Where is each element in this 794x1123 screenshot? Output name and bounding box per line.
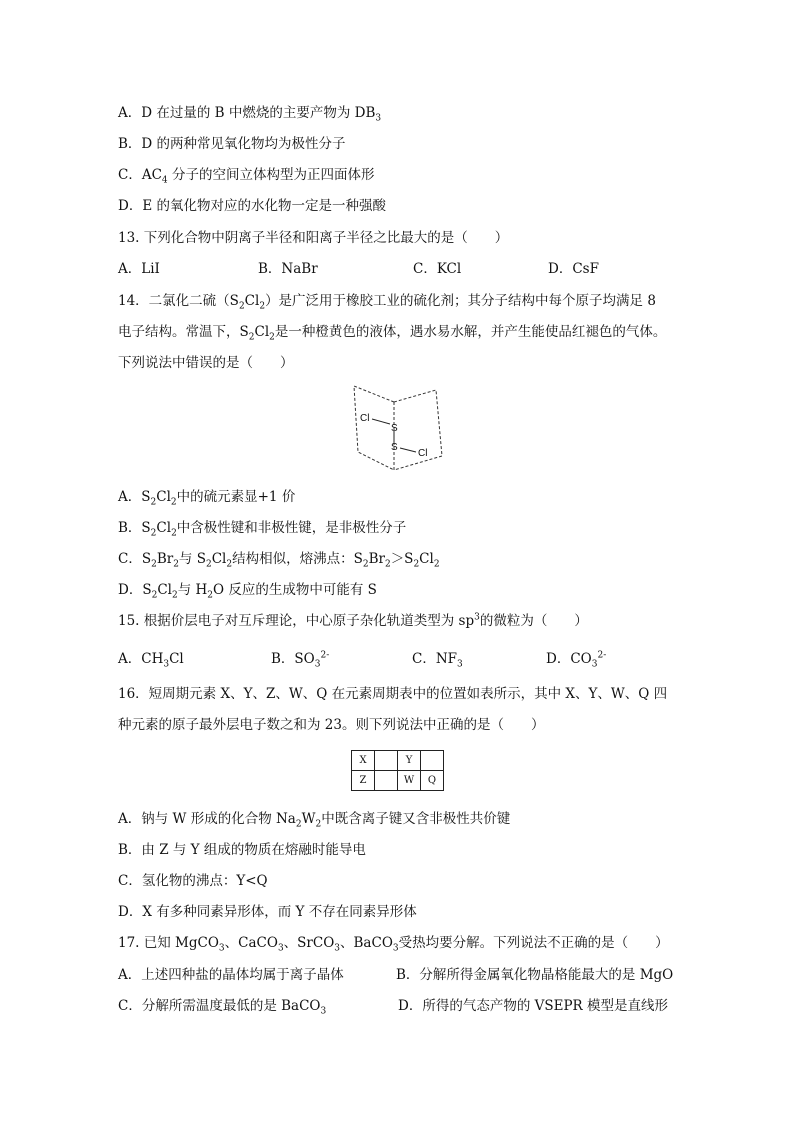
q13-option-b: B．NaBr <box>258 261 318 277</box>
q12-option-b: B．D 的两种常见氧化物均为极性分子 <box>118 136 346 152</box>
s-cl-bond-2 <box>400 448 416 452</box>
q17-options-row-2 <box>118 997 688 1015</box>
q15-option-d: D．$CO_3^{2-}$ <box>546 650 607 670</box>
q14-stem-line-2: 电子结构。常温下，$S_2Cl_2$是一种橙黄色的液体，遇水易水解，并产生能使品红褪色的气体。 <box>118 324 667 343</box>
q16-option-d: D．X 有多种同素异形体，而 Y 不存在同素异形体 <box>118 904 417 920</box>
q13-option-d: D．CsF <box>548 261 599 277</box>
q16-stem-line-1: 16．短周期元素 X、Y、Z、W、Q 在元素周期表中的位置如表所示，其中 X、Y、W、Q 四 <box>118 686 668 702</box>
q17-option-c: C．分解所需温度最低的是 BaCO$_3$ <box>118 998 327 1017</box>
q14-stem-line-1: 14．二氯化二硫$(S_2Cl_2)$是广泛用于橡胶工业的硫化剂；其分子结构中每个原子均满足 8 <box>118 293 656 312</box>
q14-option-b: B．$S_2Cl_2$中含极性键和非极性键，是非极性分子 <box>118 520 407 539</box>
q17-option-d: D．所得的气态产物的 VSEPR 模型是直线形 <box>398 998 669 1014</box>
table-cell <box>421 751 444 771</box>
q13-option-a: A．LiI <box>118 261 160 277</box>
table-row <box>352 771 444 791</box>
table-row <box>352 751 444 771</box>
q15-option-b: B．$SO_3^{2-}$ <box>271 650 330 670</box>
q17-options-row-1 <box>118 966 688 984</box>
left-plane-outline <box>354 386 394 470</box>
table-cell: W <box>398 771 421 791</box>
atom-label-s-2: S <box>391 442 398 453</box>
q15-stem: 15. 根据价层电子对互斥理论，中心原子杂化轨道类型为 $sp^3$的微粒为（ ） <box>118 612 588 629</box>
q12-option-a: A．D 在过量的 B 中燃烧的主要产物为 $DB_3$ <box>118 105 382 124</box>
table-cell <box>375 771 398 791</box>
q14-option-d: D．$S_2Cl_2$与 $H_2O$ 反应的生成物中可能有 S <box>118 582 377 601</box>
q17-option-a: A．上述四种盐的晶体均属于离子晶体 <box>118 967 344 983</box>
q17-stem: 17. 已知 MgCO$_3$、CaCO$_3$、SrCO$_3$、BaCO$_3$受热均要分解。下列说法不正确的是（ ） <box>118 935 669 954</box>
table-cell: Y <box>398 751 421 771</box>
q12-option-c: C．$AC_4$ 分子的空间立体构型为正四面体形 <box>118 167 375 186</box>
q14-stem-line-3: 下列说法中错误的是（ ） <box>118 355 294 371</box>
q15-options <box>118 650 698 668</box>
q14-option-c: C．$S_2Br_2$与 $S_2Cl_2$结构相似，熔沸点：$S_2Br_2>S_2Cl_2$ <box>118 551 440 570</box>
q15-option-a: A．$CH_3Cl$ <box>118 651 184 670</box>
q16-stem-line-2: 种元素的原子最外层电子数之和为 23。则下列说法中正确的是（ ） <box>118 717 545 733</box>
q13-options <box>118 260 698 278</box>
table-cell: Q <box>421 771 444 791</box>
s2cl2-structure-figure <box>350 384 450 474</box>
q16-option-c: C．氢化物的沸点：Y<Q <box>118 873 268 889</box>
atom-label-cl-2: Cl <box>418 448 428 459</box>
q12-option-d: D．E 的氧化物对应的水化物一定是一种强酸 <box>118 198 386 214</box>
table-cell: X <box>352 751 375 771</box>
q17-option-b: B．分解所得金属氧化物晶格能最大的是 MgO <box>396 967 674 983</box>
q14-option-a: A．$S_2Cl_2$中的硫元素显+1 价 <box>118 489 296 508</box>
cl-s-bond-1 <box>372 419 390 424</box>
table-cell <box>375 751 398 771</box>
periodic-table-fragment <box>351 750 444 791</box>
q13-option-c: C．KCl <box>413 261 462 277</box>
atom-label-s-1: S <box>391 423 398 434</box>
table-cell: Z <box>352 771 375 791</box>
q16-option-a: A．钠与 W 形成的化合物 $Na_2W_2$中既含离子键又含非极性共价键 <box>118 811 511 830</box>
q16-option-b: B．由 Z 与 Y 组成的物质在熔融时能导电 <box>118 842 366 858</box>
q13-stem: 13. 下列化合物中阴离子半径和阳离子半径之比最大的是（ ） <box>118 230 509 246</box>
q15-option-c: C．$NF_3$ <box>412 651 463 670</box>
atom-label-cl-1: Cl <box>360 413 370 424</box>
